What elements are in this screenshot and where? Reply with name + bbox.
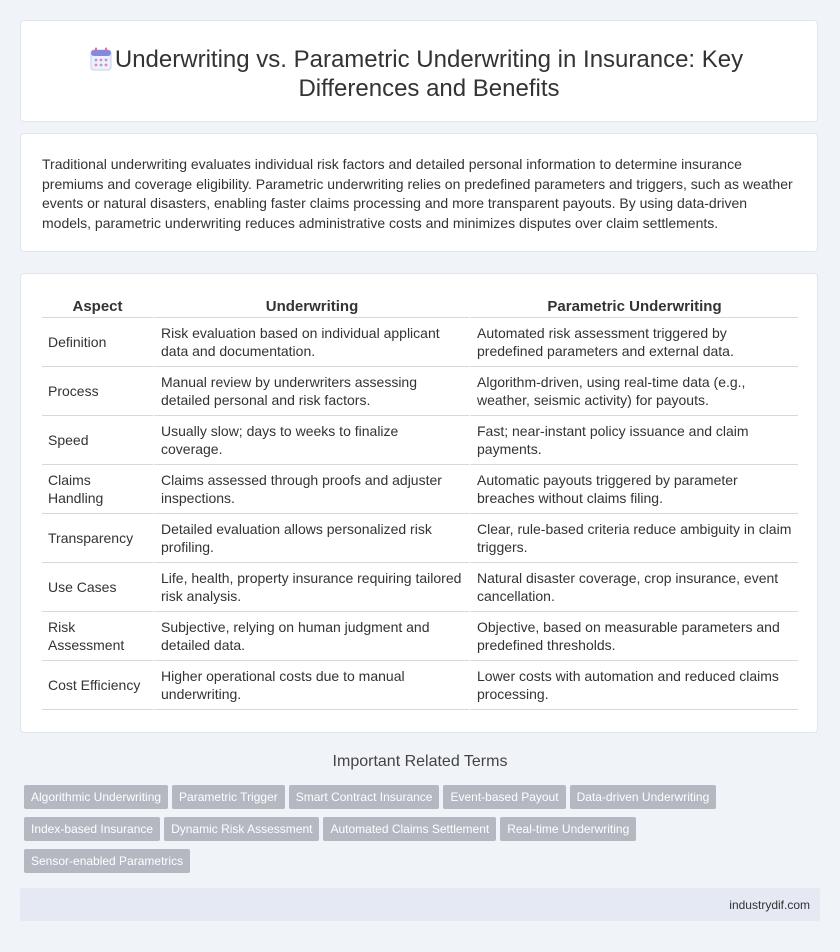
tag-automated-claims-settlement[interactable]: Automated Claims Settlement xyxy=(323,817,496,841)
table-row xyxy=(42,661,798,710)
comparison-table xyxy=(42,295,798,710)
table-row xyxy=(42,367,798,416)
underwriting-cell: Usually slow; days to weeks to finalize coverage. xyxy=(153,416,469,465)
table-header-row xyxy=(42,295,798,318)
page-title: Underwriting vs. Parametric Underwriting in Insurance: Key Differences and Benefits xyxy=(114,46,744,102)
table-row xyxy=(42,465,798,514)
tag-sensor-enabled-parametrics[interactable]: Sensor-enabled Parametrics xyxy=(24,849,190,873)
footer xyxy=(20,888,820,921)
header-underwriting: Underwriting xyxy=(153,295,469,318)
aspect-cell: Transparency xyxy=(42,514,153,563)
underwriting-cell: Detailed evaluation allows personalized risk profiling. xyxy=(153,514,469,563)
parametric-cell: Automated risk assessment triggered by predefined parameters and external data. xyxy=(469,318,798,367)
aspect-cell: Process xyxy=(42,367,153,416)
tag-data-driven-underwriting[interactable]: Data-driven Underwriting xyxy=(570,785,717,809)
table-row xyxy=(42,612,798,661)
tag-dynamic-risk-assessment[interactable]: Dynamic Risk Assessment xyxy=(164,817,319,841)
tag-event-based-payout[interactable]: Event-based Payout xyxy=(443,785,565,809)
related-tags xyxy=(24,785,804,881)
underwriting-cell: Subjective, relying on human judgment and detailed data. xyxy=(153,612,469,661)
tag-parametric-trigger[interactable]: Parametric Trigger xyxy=(172,785,285,809)
table-row xyxy=(42,318,798,367)
tag-real-time-underwriting[interactable]: Real-time Underwriting xyxy=(500,817,636,841)
tag-index-based-insurance[interactable]: Index-based Insurance xyxy=(24,817,160,841)
title-card xyxy=(20,20,818,122)
aspect-cell: Speed xyxy=(42,416,153,465)
underwriting-cell: Life, health, property insurance requiring tailored risk analysis. xyxy=(153,563,469,612)
underwriting-cell: Higher operational costs due to manual underwriting. xyxy=(153,661,469,710)
tag-smart-contract-insurance[interactable]: Smart Contract Insurance xyxy=(289,785,440,809)
parametric-cell: Natural disaster coverage, crop insurance, event cancellation. xyxy=(469,563,798,612)
parametric-cell: Clear, rule-based criteria reduce ambiguity in claim triggers. xyxy=(469,514,798,563)
tag-algorithmic-underwriting[interactable]: Algorithmic Underwriting xyxy=(24,785,168,809)
table-row xyxy=(42,563,798,612)
header-parametric: Parametric Underwriting xyxy=(469,295,798,318)
aspect-cell: Risk Assessment xyxy=(42,612,153,661)
aspect-cell: Definition xyxy=(42,318,153,367)
underwriting-cell: Manual review by underwriters assessing detailed personal and risk factors. xyxy=(153,367,469,416)
header-aspect: Aspect xyxy=(42,295,153,318)
underwriting-cell: Claims assessed through proofs and adjuster inspections. xyxy=(153,465,469,514)
parametric-cell: Algorithm-driven, using real-time data (e.g., weather, seismic activity) for payouts. xyxy=(469,367,798,416)
parametric-cell: Fast; near-instant policy issuance and claim payments. xyxy=(469,416,798,465)
comparison-card xyxy=(20,273,818,733)
footer-site[interactable]: industrydif.com xyxy=(729,898,810,912)
intro-paragraph: Traditional underwriting evaluates individual risk factors and detailed personal information to determine insurance premiums and coverage eligibility. Parametric underwriting relies on predefined parameters and triggers, such as weather events or natural disasters, enabling faster claims processing and more transparent payouts. By using data-driven models, parametric underwriting reduces administrative costs and minimizes disputes over claim settlements. xyxy=(42,156,793,231)
aspect-cell: Use Cases xyxy=(42,563,153,612)
aspect-cell: Cost Efficiency xyxy=(42,661,153,710)
table-row xyxy=(42,514,798,563)
related-terms-title: Important Related Terms xyxy=(332,753,508,770)
aspect-cell: Claims Handling xyxy=(42,465,153,514)
intro-card xyxy=(20,133,818,252)
parametric-cell: Objective, based on measurable parameters and predefined thresholds. xyxy=(469,612,798,661)
underwriting-cell: Risk evaluation based on individual applicant data and documentation. xyxy=(153,318,469,367)
parametric-cell: Lower costs with automation and reduced claims processing. xyxy=(469,661,798,710)
table-row xyxy=(42,416,798,465)
parametric-cell: Automatic payouts triggered by parameter breaches without claims filing. xyxy=(469,465,798,514)
